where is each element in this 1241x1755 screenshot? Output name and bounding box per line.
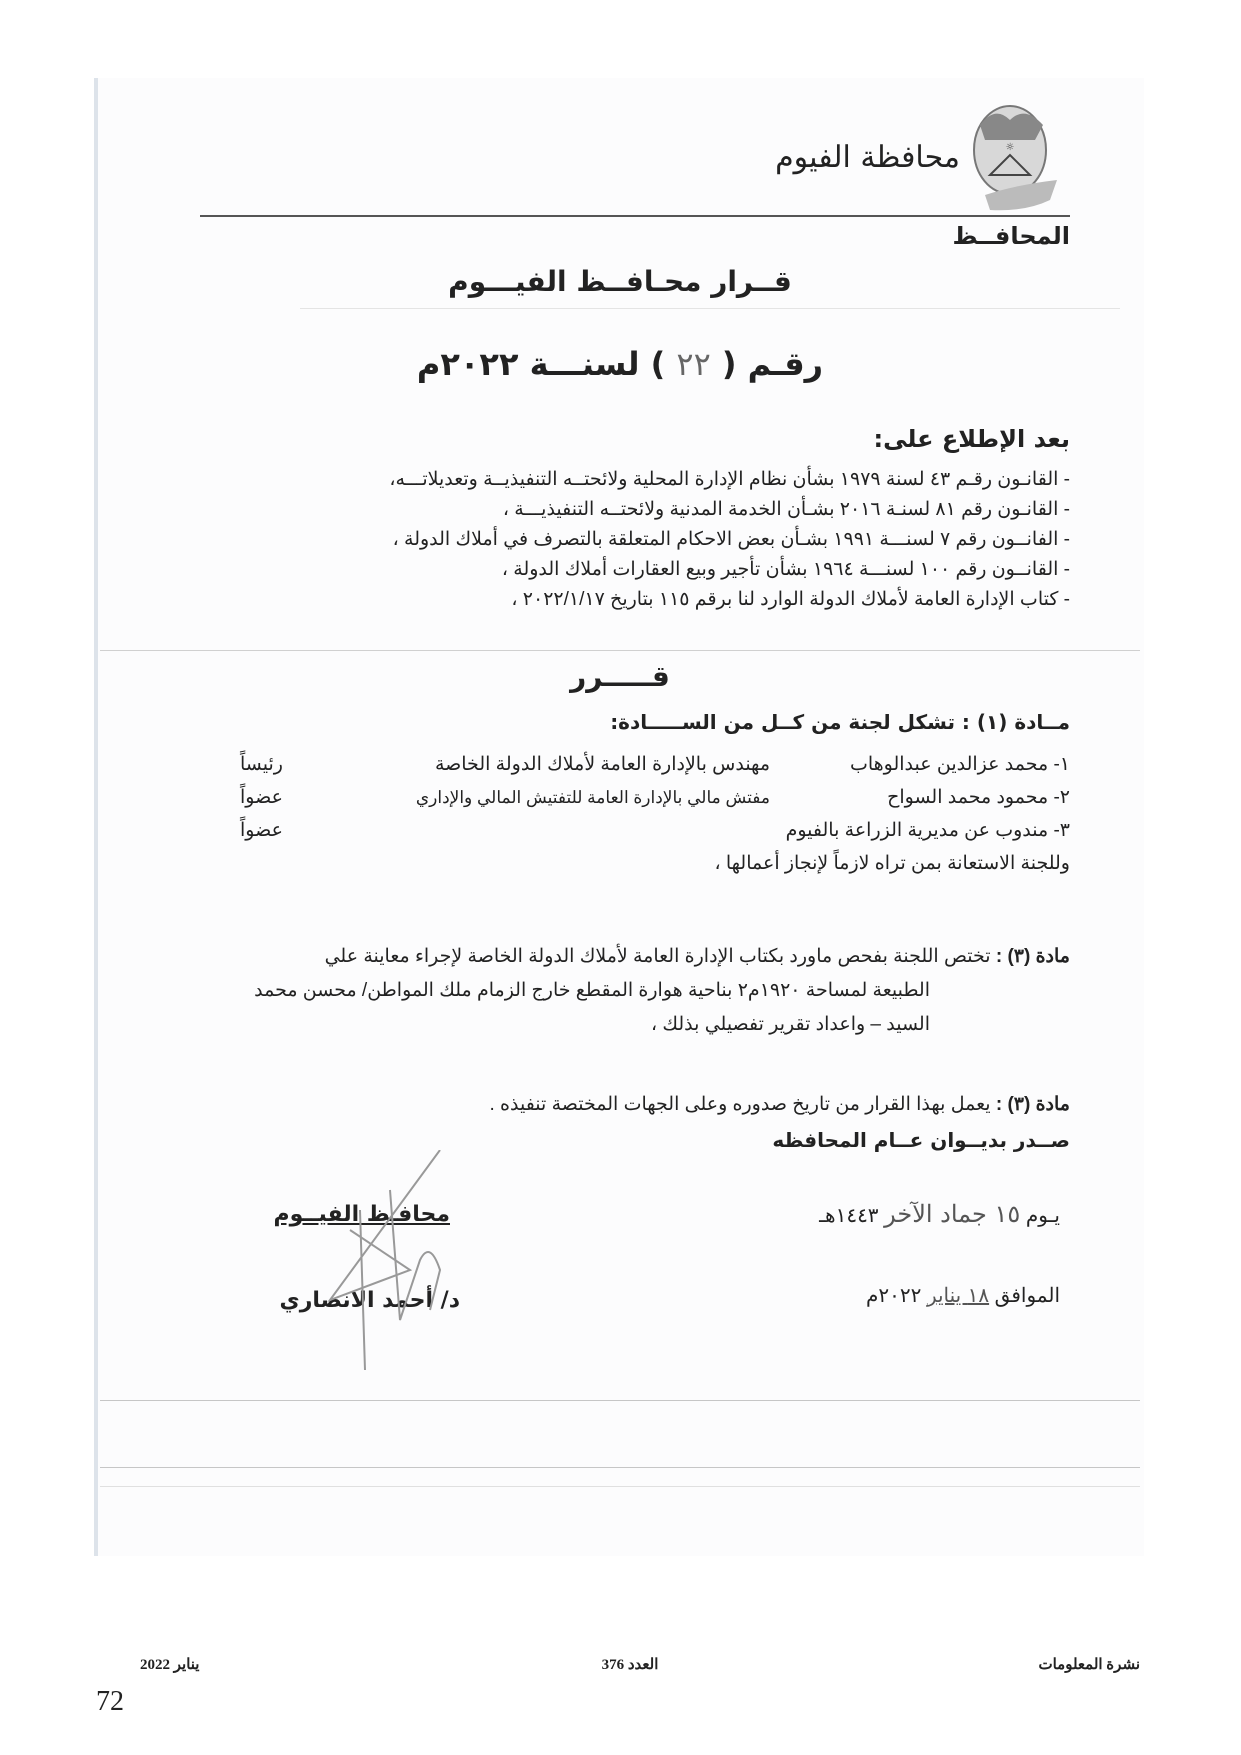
footer-publication: نشرة المعلومات xyxy=(1038,1657,1140,1673)
article-1-tail xyxy=(200,847,1070,880)
reference-item: - القانـون رقـم ٤٣ لسنة ١٩٧٩ بشأن نظام الإدارة المحلية ولائحتــه التنفيذيــة وتعديلاتـــه، xyxy=(389,469,1070,490)
decree-number-suffix: ) لسنـــة ٢٠٢٢م xyxy=(416,345,666,383)
issued-at: صــدر بديــوان عــام المحافظه xyxy=(772,1128,1070,1152)
decree-number xyxy=(400,345,840,383)
article-2-line: السيد – واعداد تقرير تفصيلي بذلك ، xyxy=(650,1014,930,1035)
footer-issue: العدد 376 xyxy=(601,1657,659,1673)
scan-line xyxy=(100,1486,1140,1487)
references-list xyxy=(260,465,1070,615)
hijri-handwritten: ١٥ جماد الآخر xyxy=(884,1200,1021,1228)
member-position: مفتش مالي بالإدارة العامة للتفتيش المالي والإداري xyxy=(415,788,770,807)
member-name: ١- محمد عزالدين عبدالوهاب xyxy=(849,754,1070,775)
signatory-name: د/ أحمد الانصاري xyxy=(279,1288,460,1313)
greg-suffix: ٢٠٢٢م xyxy=(866,1285,922,1307)
decree-title: قــرار محـافــظ الفيـــوم xyxy=(448,265,792,298)
committee-members xyxy=(200,748,1070,880)
scan-line xyxy=(100,1400,1140,1401)
office-title: المحافــظ xyxy=(952,222,1070,250)
member-row xyxy=(200,781,1070,814)
member-position: مهندس بالإدارة العامة لأملاك الدولة الخاصة xyxy=(434,754,770,775)
svg-text:☼: ☼ xyxy=(1005,142,1015,153)
article-1-tail-text: وللجنة الاستعانة بمن تراه لازماً لإنجاز أعمالها ، xyxy=(714,853,1070,874)
reference-item: - الفانــون رقم ٧ لسنـــة ١٩٩١ بشـأن بعض الاحكام المتعلقة بالتصرف في أملاك الدولة ، xyxy=(392,529,1070,550)
reference-item: - القانــون رقم ١٠٠ لسنـــة ١٩٦٤ بشأن تأجير وبيع العقارات أملاك الدولة ، xyxy=(501,559,1070,580)
reference-item: - كتاب الإدارة العامة لأملاك الدولة الوارد لنا برقم ١١٥ بتاريخ ٢٠٢٢/١/١٧ ، xyxy=(511,589,1070,610)
member-row xyxy=(200,748,1070,781)
gregorian-date xyxy=(720,1283,1060,1308)
article-2 xyxy=(190,940,1070,1042)
member-row xyxy=(200,814,1070,847)
article-1-heading: مــادة (١) : تشكل لجنة من كــل من الســـــادة: xyxy=(610,710,1070,734)
page-number: 72 xyxy=(96,1686,124,1717)
signatory-title: محافـظ الفيــوم xyxy=(273,1202,450,1227)
scan-line xyxy=(300,308,1120,309)
decree-number-handwritten: ٢٢ xyxy=(676,345,711,383)
greg-handwritten: ١٨ يناير xyxy=(926,1283,990,1307)
hijri-date xyxy=(720,1200,1060,1228)
article-2-line: تختص اللجنة بفحص ماورد بكتاب الإدارة العامة لأملاك الدولة الخاصة لإجراء معاينة علي xyxy=(324,946,991,967)
hijri-suffix: ١٤٤٣هـ xyxy=(819,1205,879,1227)
article-3 xyxy=(400,1093,1070,1116)
member-name: ٢- محمود محمد السواح xyxy=(887,787,1070,808)
footer-date: يناير 2022 xyxy=(140,1657,200,1673)
preamble-heading: بعد الإطلاع على: xyxy=(873,425,1070,453)
decree-number-prefix: رقـم ( xyxy=(721,345,824,383)
article-3-text: يعمل بهذا القرار من تاريخ صدوره وعلى الجهات المختصة تنفيذه . xyxy=(489,1094,991,1115)
scan-line xyxy=(100,1467,1140,1468)
reference-item: - القانـون رقم ٨١ لسنـة ٢٠١٦ بشـأن الخدمة المدنية ولائحتــه التنفيذيـــة ، xyxy=(502,499,1070,520)
article-2-label: مادة (٣) : xyxy=(995,946,1070,967)
member-role: عضواً xyxy=(240,787,283,808)
scan-line xyxy=(100,650,1140,651)
member-role: عضواً xyxy=(240,820,283,841)
article-2-line: الطبيعة لمساحة ١٩٢٠م٢ بناحية هوارة المقطع خارج الزمام ملك المواطن/ محسن محمد xyxy=(254,980,930,1001)
article-3-label: مادة (٣) : xyxy=(995,1094,1070,1115)
handwritten-signature-icon xyxy=(290,1150,480,1380)
member-name: ٣- مندوب عن مديرية الزراعة بالفيوم xyxy=(785,820,1070,841)
greg-prefix: الموافق xyxy=(994,1285,1060,1307)
hijri-prefix: يـوم xyxy=(1025,1205,1060,1227)
governorate-name: محافظة الفيوم xyxy=(775,140,960,175)
header-divider xyxy=(200,215,1070,217)
member-role: رئيساً xyxy=(240,754,283,775)
decided-label: قـــــرر xyxy=(570,660,670,693)
governorate-emblem-icon xyxy=(965,100,1060,218)
